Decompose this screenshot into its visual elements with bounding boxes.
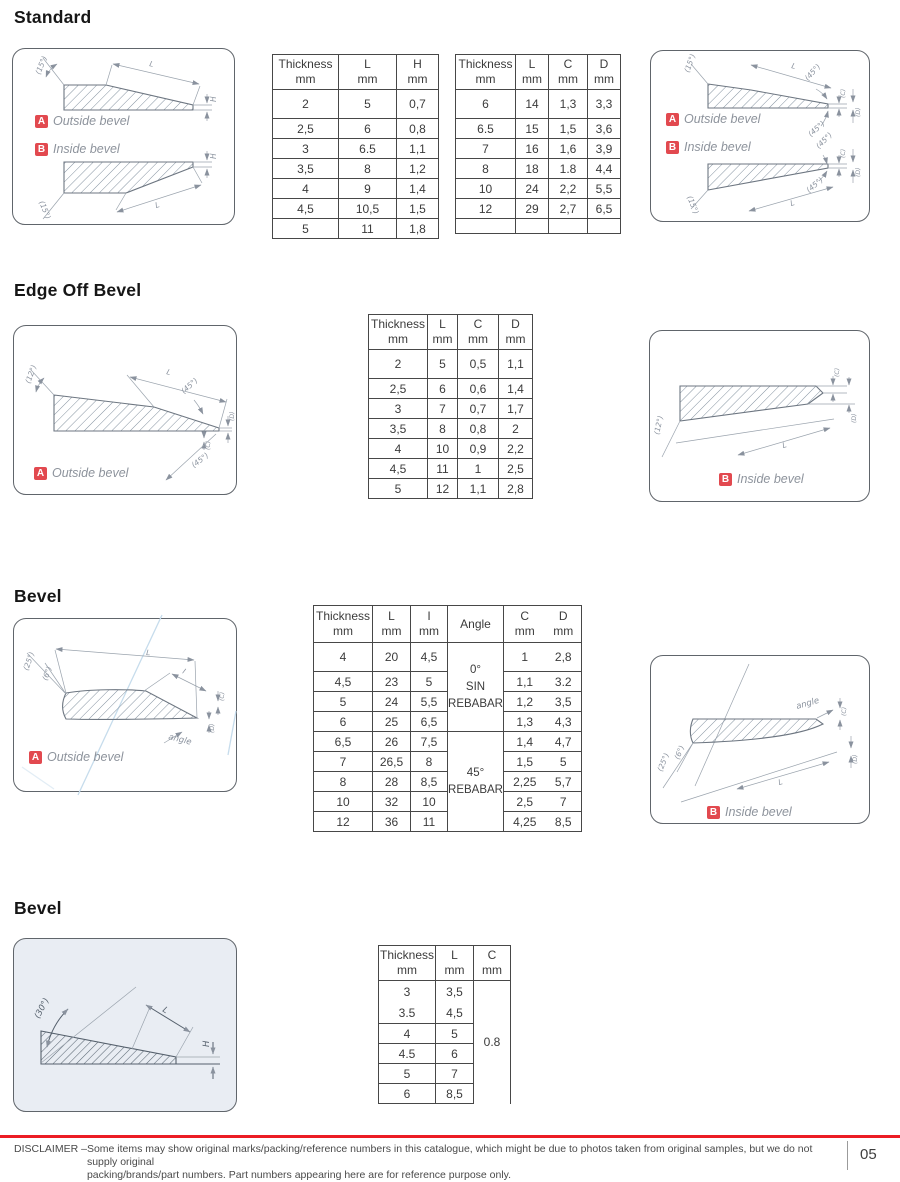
- table-cell: 5: [546, 752, 582, 772]
- standard-lh-table: [272, 54, 439, 239]
- table-row: [273, 119, 439, 139]
- edge-off-right-diagram: [649, 330, 870, 502]
- table-cell: 8: [456, 159, 516, 179]
- dim-c-label: (C): [840, 88, 847, 98]
- table-cell: 3.2: [546, 672, 582, 692]
- table-cell: 0,6: [458, 379, 499, 399]
- table-cell: 12: [314, 812, 373, 832]
- table-cell: 4: [369, 439, 428, 459]
- standard-left-diagram: [12, 48, 235, 225]
- table-cell: 6.5: [339, 139, 397, 159]
- dim-45-label: (45°): [804, 175, 825, 195]
- table-cell: [456, 219, 516, 234]
- page-number-divider: [847, 1141, 848, 1170]
- table-cell: [516, 219, 549, 234]
- badge-a: A: [666, 113, 679, 126]
- column-header: I mm: [411, 606, 448, 643]
- table-cell: 4,5: [436, 1002, 474, 1024]
- dim-angle-word: angle: [167, 732, 193, 748]
- table-cell: 2: [499, 419, 533, 439]
- table-cell: 12: [428, 479, 458, 499]
- column-header: L mm: [428, 315, 458, 350]
- table-cell: 23: [373, 672, 411, 692]
- table-cell: 4,3: [546, 712, 582, 732]
- dim-45-label: (45°): [802, 62, 823, 83]
- standard-right-diagram: [650, 50, 870, 222]
- disclaimer-line1: Some items may show original marks/packing/reference numbers in this catalogue, which might be due to photos taken from original samples, but we do not supply original: [86, 1143, 813, 1168]
- table-row: [369, 479, 533, 499]
- table-cell: 3: [369, 399, 428, 419]
- table-cell: 4: [314, 643, 373, 672]
- badge-a: A: [29, 751, 42, 764]
- table-cell: 7: [456, 139, 516, 159]
- table-cell: 3,5: [546, 692, 582, 712]
- table-cell: 5,5: [588, 179, 621, 199]
- table-cell: 2,2: [499, 439, 533, 459]
- table-cell: 1,4: [397, 179, 439, 199]
- dim-45-label: (45°): [179, 375, 200, 396]
- dim-angle-label: (15°): [682, 52, 698, 74]
- dim-l-label: L: [165, 367, 173, 378]
- table-row: [456, 199, 621, 219]
- section-heading-bevel-2: Bevel: [14, 898, 62, 918]
- table-cell: 10: [411, 792, 448, 812]
- dim-i-label: I: [181, 666, 188, 676]
- dim-45-label: (45°): [189, 450, 211, 470]
- column-header: C mm: [474, 946, 511, 981]
- table-row: [273, 199, 439, 219]
- outside-bevel-shape: [63, 690, 197, 720]
- table-cell: 1,3: [504, 712, 546, 732]
- dim-d-label: (D): [229, 411, 236, 421]
- table-cell: 29: [516, 199, 549, 219]
- dim-l-label: L: [790, 61, 797, 72]
- table-cell: 1,8: [397, 219, 439, 239]
- table-cell: 28: [373, 772, 411, 792]
- dim-d-label: (D): [855, 107, 862, 117]
- table-cell: 5,7: [546, 772, 582, 792]
- table-row: [369, 399, 533, 419]
- table-cell: 2: [369, 350, 428, 379]
- column-header: Thickness mm: [273, 55, 339, 90]
- table-cell: 25: [373, 712, 411, 732]
- table-cell: 4,5: [369, 459, 428, 479]
- dim-l-label: L: [153, 200, 161, 210]
- dim-c-label: (C): [840, 148, 847, 158]
- table-header-row: [379, 946, 511, 981]
- bevel-left-drawing: [14, 619, 236, 791]
- table-cell: 1,7: [499, 399, 533, 419]
- table-cell: 1,2: [504, 692, 546, 712]
- section-heading-edge-off-bevel: Edge Off Bevel: [14, 280, 142, 300]
- table-cell: 1,6: [549, 139, 588, 159]
- inside-bevel-shape: [690, 719, 823, 743]
- dim-angle-label: (15°): [37, 199, 53, 221]
- column-header: Thickness mm: [314, 606, 373, 643]
- table-cell: 2,5: [499, 459, 533, 479]
- table-row: [273, 219, 439, 239]
- disclaimer-label: DISCLAIMER –: [14, 1143, 87, 1155]
- table-cell: 2,5: [273, 119, 339, 139]
- table-header-row: [273, 55, 439, 90]
- table-cell: 8,5: [411, 772, 448, 792]
- table-row: [456, 90, 621, 119]
- standard-lcd-table: [455, 54, 621, 234]
- bevel-wedge-dims: [33, 987, 220, 1079]
- table-header-row: [314, 606, 582, 643]
- column-header: H mm: [397, 55, 439, 90]
- table-cell: 5: [339, 90, 397, 119]
- table-cell: 6: [436, 1044, 474, 1064]
- disclaimer-text: [87, 1143, 834, 1182]
- inside-bevel-label: Inside bevel: [684, 140, 751, 154]
- table-cell: 2,7: [549, 199, 588, 219]
- table-cell: 5,5: [411, 692, 448, 712]
- table-row: [379, 981, 511, 1003]
- bevel-small-diagram: [13, 938, 237, 1112]
- table-cell: 1,5: [504, 752, 546, 772]
- table-cell: 26: [373, 732, 411, 752]
- table-cell: 1,1: [499, 350, 533, 379]
- table-cell: 6: [456, 90, 516, 119]
- bevel-small-drawing: [14, 939, 236, 1111]
- dim-h-label: H: [202, 1040, 212, 1047]
- bevel-small-table: [378, 945, 511, 1104]
- dim-l-label: L: [148, 59, 155, 69]
- table-cell: 1,3: [549, 90, 588, 119]
- table-cell: 4: [273, 179, 339, 199]
- outside-bevel-dims: [34, 55, 218, 121]
- outside-bevel-label: Outside bevel: [53, 114, 130, 128]
- angle-span-cell: 45° REBABAR: [448, 732, 504, 832]
- table-cell: 4,5: [314, 672, 373, 692]
- table-cell: 10: [456, 179, 516, 199]
- table-cell: 2,2: [549, 179, 588, 199]
- column-header: Thickness mm: [456, 55, 516, 90]
- inside-bevel-label: Inside bevel: [725, 805, 792, 819]
- table-cell: 4,4: [588, 159, 621, 179]
- table-cell: 6,5: [411, 712, 448, 732]
- table-cell: 1,5: [549, 119, 588, 139]
- table-cell: 12: [456, 199, 516, 219]
- bevel-right-diagram: [650, 655, 870, 824]
- table-row: [273, 159, 439, 179]
- table-cell: 9: [339, 179, 397, 199]
- table-cell: 4: [379, 1024, 436, 1044]
- table-cell: 1,2: [397, 159, 439, 179]
- table-cell: 5: [369, 479, 428, 499]
- inside-bevel-shape: [680, 386, 823, 421]
- table-cell: 3: [273, 139, 339, 159]
- bevel-main-table: [313, 605, 582, 832]
- table-cell: 4,7: [546, 732, 582, 752]
- dim-l-label: L: [160, 1005, 170, 1017]
- dim-angle-label: (12°): [23, 363, 39, 385]
- table-cell: 0,9: [458, 439, 499, 459]
- table-row: [369, 350, 533, 379]
- table-cell: 1,5: [397, 199, 439, 219]
- table-cell: 6: [428, 379, 458, 399]
- table-cell: 2,25: [504, 772, 546, 792]
- table-cell: 7: [314, 752, 373, 772]
- table-row: [456, 219, 621, 234]
- table-cell: 3,5: [436, 981, 474, 1003]
- dim-d-label: (D): [855, 167, 862, 177]
- badge-b: B: [719, 473, 732, 486]
- bevel-wedge-shape: [41, 1031, 176, 1064]
- table-cell: 8: [428, 419, 458, 439]
- dim-angle-label: (30°): [32, 996, 52, 1021]
- dim-h-label: H: [209, 153, 218, 159]
- table-cell: 3.5: [379, 1002, 436, 1024]
- table-cell: 7: [546, 792, 582, 812]
- table-cell: 3,9: [588, 139, 621, 159]
- table-row: [369, 459, 533, 479]
- table-cell: 8: [411, 752, 448, 772]
- table-row: [369, 419, 533, 439]
- outside-bevel-label: Outside bevel: [47, 750, 124, 764]
- dim-angle-label: (12°): [652, 414, 665, 436]
- column-header: L mm: [373, 606, 411, 643]
- angle-span-cell: 0° SIN REBABAR: [448, 643, 504, 732]
- dim-angle-label: (15°): [685, 194, 701, 216]
- table-cell: 8,5: [546, 812, 582, 832]
- badge-b: B: [707, 806, 720, 819]
- dim-l-label: L: [781, 440, 788, 450]
- dim-l-label: L: [777, 777, 784, 787]
- table-cell: 5: [379, 1064, 436, 1084]
- table-row: [314, 643, 582, 672]
- table-row: [456, 159, 621, 179]
- table-cell: 3,6: [588, 119, 621, 139]
- column-header: L mm: [516, 55, 549, 90]
- table-cell: 6.5: [456, 119, 516, 139]
- table-cell: 6: [379, 1084, 436, 1104]
- dim-l-label: L: [789, 198, 796, 208]
- column-header: L mm: [436, 946, 474, 981]
- dim-c-label: (C): [219, 691, 226, 701]
- column-header: Thickness mm: [379, 946, 436, 981]
- outside-bevel-shape: [64, 85, 193, 110]
- table-cell: 36: [373, 812, 411, 832]
- table-cell: 8,5: [436, 1084, 474, 1104]
- table-cell: 0,8: [458, 419, 499, 439]
- column-header: C mm: [504, 606, 546, 643]
- table-cell: 16: [516, 139, 549, 159]
- dim-25-label: (25°): [655, 751, 672, 773]
- footer-red-rule: [0, 1135, 900, 1138]
- badge-b: B: [35, 143, 48, 156]
- dim-c-label: (C): [841, 706, 848, 716]
- table-row: [314, 732, 582, 752]
- dim-angle-word: angle: [795, 695, 821, 712]
- dim-d-label: (D): [852, 754, 859, 764]
- column-header: D mm: [546, 606, 582, 643]
- table-row: [456, 179, 621, 199]
- table-cell: 2,5: [504, 792, 546, 812]
- table-cell: 32: [373, 792, 411, 812]
- table-cell: 3,3: [588, 90, 621, 119]
- dim-25-label: (25°): [21, 650, 37, 672]
- section-heading-standard: Standard: [14, 7, 92, 27]
- table-cell: 11: [428, 459, 458, 479]
- table-cell: 0,8: [397, 119, 439, 139]
- table-cell: 7: [436, 1064, 474, 1084]
- dim-c-label: (C): [834, 367, 841, 377]
- table-cell: 6: [314, 712, 373, 732]
- table-cell: 24: [516, 179, 549, 199]
- table-cell: 1,1: [397, 139, 439, 159]
- table-cell: 26,5: [373, 752, 411, 772]
- table-cell: 1.8: [549, 159, 588, 179]
- table-row: [273, 139, 439, 159]
- c-span-cell: 0.8: [474, 981, 511, 1104]
- table-cell: 7,5: [411, 732, 448, 752]
- inside-bevel-shape: [64, 162, 193, 193]
- outside-bevel-label: Outside bevel: [52, 466, 129, 480]
- standard-left-drawing: [13, 49, 234, 224]
- table-cell: 6,5: [588, 199, 621, 219]
- table-cell: 0,5: [458, 350, 499, 379]
- table-cell: 3,5: [369, 419, 428, 439]
- table-cell: 1,1: [504, 672, 546, 692]
- table-cell: 6,5: [314, 732, 373, 752]
- table-cell: 10: [428, 439, 458, 459]
- page-number: 05: [860, 1146, 877, 1163]
- table-cell: 4,25: [504, 812, 546, 832]
- table-cell: 3,5: [273, 159, 339, 179]
- table-cell: 5: [411, 672, 448, 692]
- column-header: C mm: [549, 55, 588, 90]
- table-cell: 0,7: [397, 90, 439, 119]
- dim-l-label: L: [145, 648, 151, 658]
- table-cell: 1,4: [504, 732, 546, 752]
- inside-bevel-dims: [656, 696, 859, 802]
- outside-bevel-shape: [708, 84, 828, 108]
- table-cell: 4,5: [273, 199, 339, 219]
- bevel-left-diagram: [13, 618, 237, 792]
- table-cell: 1,1: [458, 479, 499, 499]
- inside-bevel-label: Inside bevel: [737, 472, 804, 486]
- section-heading-bevel-1: Bevel: [14, 586, 62, 606]
- table-cell: 10: [314, 792, 373, 812]
- dim-angle-label: (15°): [33, 54, 50, 76]
- badge-a: A: [35, 115, 48, 128]
- table-cell: 1,4: [499, 379, 533, 399]
- column-header: Angle: [448, 606, 504, 643]
- table-cell: 3: [379, 981, 436, 1003]
- table-cell: 1: [504, 643, 546, 672]
- disclaimer-line2: packing/brands/part numbers. Part numbers appearing here are for reference purpose only.: [86, 1169, 512, 1181]
- standard-right-drawing: [651, 51, 869, 221]
- dim-d-label: (D): [209, 723, 216, 733]
- footer-disclaimer: [14, 1143, 834, 1182]
- dim-45-label: (45°): [806, 118, 827, 139]
- edge-off-left-diagram: [13, 325, 237, 495]
- badge-b: B: [666, 141, 679, 154]
- table-cell: 4,5: [411, 643, 448, 672]
- table-cell: 5: [314, 692, 373, 712]
- table-row: [273, 179, 439, 199]
- table-cell: 1: [458, 459, 499, 479]
- table-cell: 11: [339, 219, 397, 239]
- table-cell: 8: [314, 772, 373, 792]
- edge-off-table: [368, 314, 533, 499]
- table-row: [369, 439, 533, 459]
- column-header: D mm: [499, 315, 533, 350]
- table-row: [456, 119, 621, 139]
- table-row: [456, 139, 621, 159]
- table-cell: 0,7: [458, 399, 499, 419]
- table-cell: 2: [273, 90, 339, 119]
- table-cell: 15: [516, 119, 549, 139]
- table-cell: 5: [436, 1024, 474, 1044]
- table-cell: 2,8: [499, 479, 533, 499]
- table-cell: 8: [339, 159, 397, 179]
- column-header: L mm: [339, 55, 397, 90]
- table-cell: 18: [516, 159, 549, 179]
- table-cell: 4.5: [379, 1044, 436, 1064]
- column-header: D mm: [588, 55, 621, 90]
- dim-6-label: (6°): [672, 744, 687, 761]
- dim-h-label: H: [209, 96, 218, 102]
- table-header-row: [456, 55, 621, 90]
- table-header-row: [369, 315, 533, 350]
- bevel-right-drawing: [651, 656, 869, 823]
- table-cell: 2,5: [369, 379, 428, 399]
- dim-c-label: (C): [205, 440, 212, 450]
- table-row: [369, 379, 533, 399]
- table-cell: 20: [373, 643, 411, 672]
- table-cell: 24: [373, 692, 411, 712]
- table-cell: 6: [339, 119, 397, 139]
- table-cell: [549, 219, 588, 234]
- outside-bevel-label: Outside bevel: [684, 112, 761, 126]
- dim-d-label: (D): [851, 413, 858, 423]
- table-row: [273, 90, 439, 119]
- table-cell: 5: [428, 350, 458, 379]
- table-cell: [588, 219, 621, 234]
- column-header: Thickness mm: [369, 315, 428, 350]
- table-cell: 5: [273, 219, 339, 239]
- badge-a: A: [34, 467, 47, 480]
- table-cell: 11: [411, 812, 448, 832]
- table-cell: 10,5: [339, 199, 397, 219]
- dim-6-label: (6°): [40, 665, 54, 682]
- column-header: C mm: [458, 315, 499, 350]
- table-cell: 14: [516, 90, 549, 119]
- table-cell: 2,8: [546, 643, 582, 672]
- inside-bevel-label: Inside bevel: [53, 142, 120, 156]
- table-cell: 7: [428, 399, 458, 419]
- dim-45-label: (45°): [814, 130, 834, 151]
